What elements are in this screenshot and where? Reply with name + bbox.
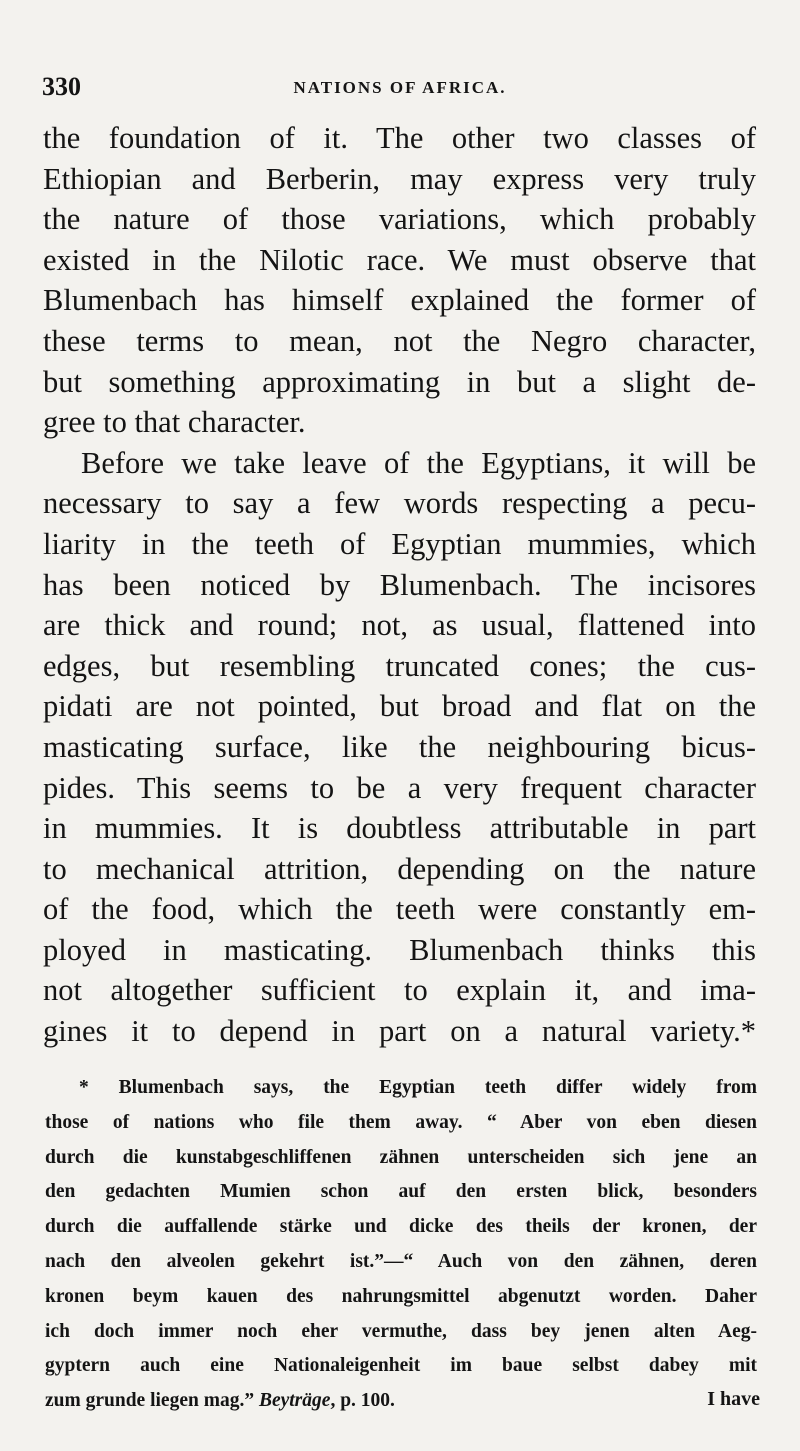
text-line: the nature of those variations, which probably xyxy=(43,202,756,237)
citation-title: Beyträge xyxy=(258,1390,331,1412)
catchword: I have xyxy=(707,1388,760,1410)
footnote xyxy=(45,1071,757,1419)
text-line: liarity in the teeth of Egyptian mummies, which xyxy=(43,526,756,561)
footnote-line: durch die kunstabgeschliffenen zähnen unterscheiden sich jene an xyxy=(45,1146,757,1168)
footnote-line: den gedachten Mumien schon auf den ersten blick, besonders xyxy=(45,1181,757,1203)
text-line: Ethiopian and Berberin, may express very truly xyxy=(43,161,756,196)
footnote-line xyxy=(45,1384,757,1419)
text-line: ployed in masticating. Blumenbach thinks this xyxy=(43,932,756,967)
text-line: Blumenbach has himself explained the former of xyxy=(43,283,756,318)
footnote-line: * Blumenbach says, the Egyptian teeth differ widely from xyxy=(79,1077,757,1098)
footnote-line: kronen beym kauen des nahrungsmittel abgenutzt worden. Daher xyxy=(45,1285,757,1307)
text-line: has been noticed by Blumenbach. The incisores xyxy=(43,567,756,602)
footnote-line: gyptern auch eine Nationaleigenheit im baue selbst dabey mit xyxy=(45,1355,757,1377)
citation-page: , p. 100. xyxy=(330,1390,395,1412)
text-line: the foundation of it. The other two classes of xyxy=(43,121,756,155)
text-line: pidati are not pointed, but broad and flat on the xyxy=(43,689,756,724)
text-line: necessary to say a few words respecting a pecu- xyxy=(43,486,756,521)
footnote-line: ich doch immer noch eher vermuthe, dass bey jenen alten Aeg- xyxy=(45,1320,757,1342)
page-number: 330 xyxy=(42,72,81,101)
footnote-line: durch die auffallende stärke und dicke des theils der kronen, der xyxy=(45,1216,757,1238)
footnote-final-text: zum grunde liegen mag.” xyxy=(45,1390,259,1412)
text-line: masticating surface, like the neighbouring bicus- xyxy=(43,729,756,764)
running-head: NATIONS OF AFRICA. xyxy=(293,78,507,97)
text-line: are thick and round; not, as usual, flattened into xyxy=(43,608,756,643)
footnote-line: those of nations who file them away. “ Aber von eben diesen xyxy=(45,1111,757,1133)
text-line: edges, but resembling truncated cones; the cus- xyxy=(43,648,756,683)
page-header xyxy=(42,72,758,104)
text-line: gree to that character. xyxy=(43,405,306,440)
footnote-line: nach den alveolen gekehrt ist.”—“ Auch von den zähnen, deren xyxy=(45,1250,757,1272)
text-line: existed in the Nilotic race. We must observe that xyxy=(43,242,756,277)
text-line: pides. This seems to be a very frequent character xyxy=(43,770,756,805)
text-line: in mummies. It is doubtless attributable in part xyxy=(43,811,756,846)
text-line: not altogether sufficient to explain it, and ima- xyxy=(43,973,756,1008)
text-line: to mechanical attrition, depending on the nature xyxy=(43,851,756,886)
text-line: Before we take leave of the Egyptians, it will be xyxy=(81,445,756,480)
text-line: these terms to mean, not the Negro character, xyxy=(43,323,756,358)
main-text xyxy=(43,118,756,1052)
text-line: gines it to depend in part on a natural variety.* xyxy=(43,1014,756,1049)
text-line: but something approximating in but a slight de- xyxy=(43,364,756,399)
text-line: of the food, which the teeth were constantly em- xyxy=(43,892,756,927)
